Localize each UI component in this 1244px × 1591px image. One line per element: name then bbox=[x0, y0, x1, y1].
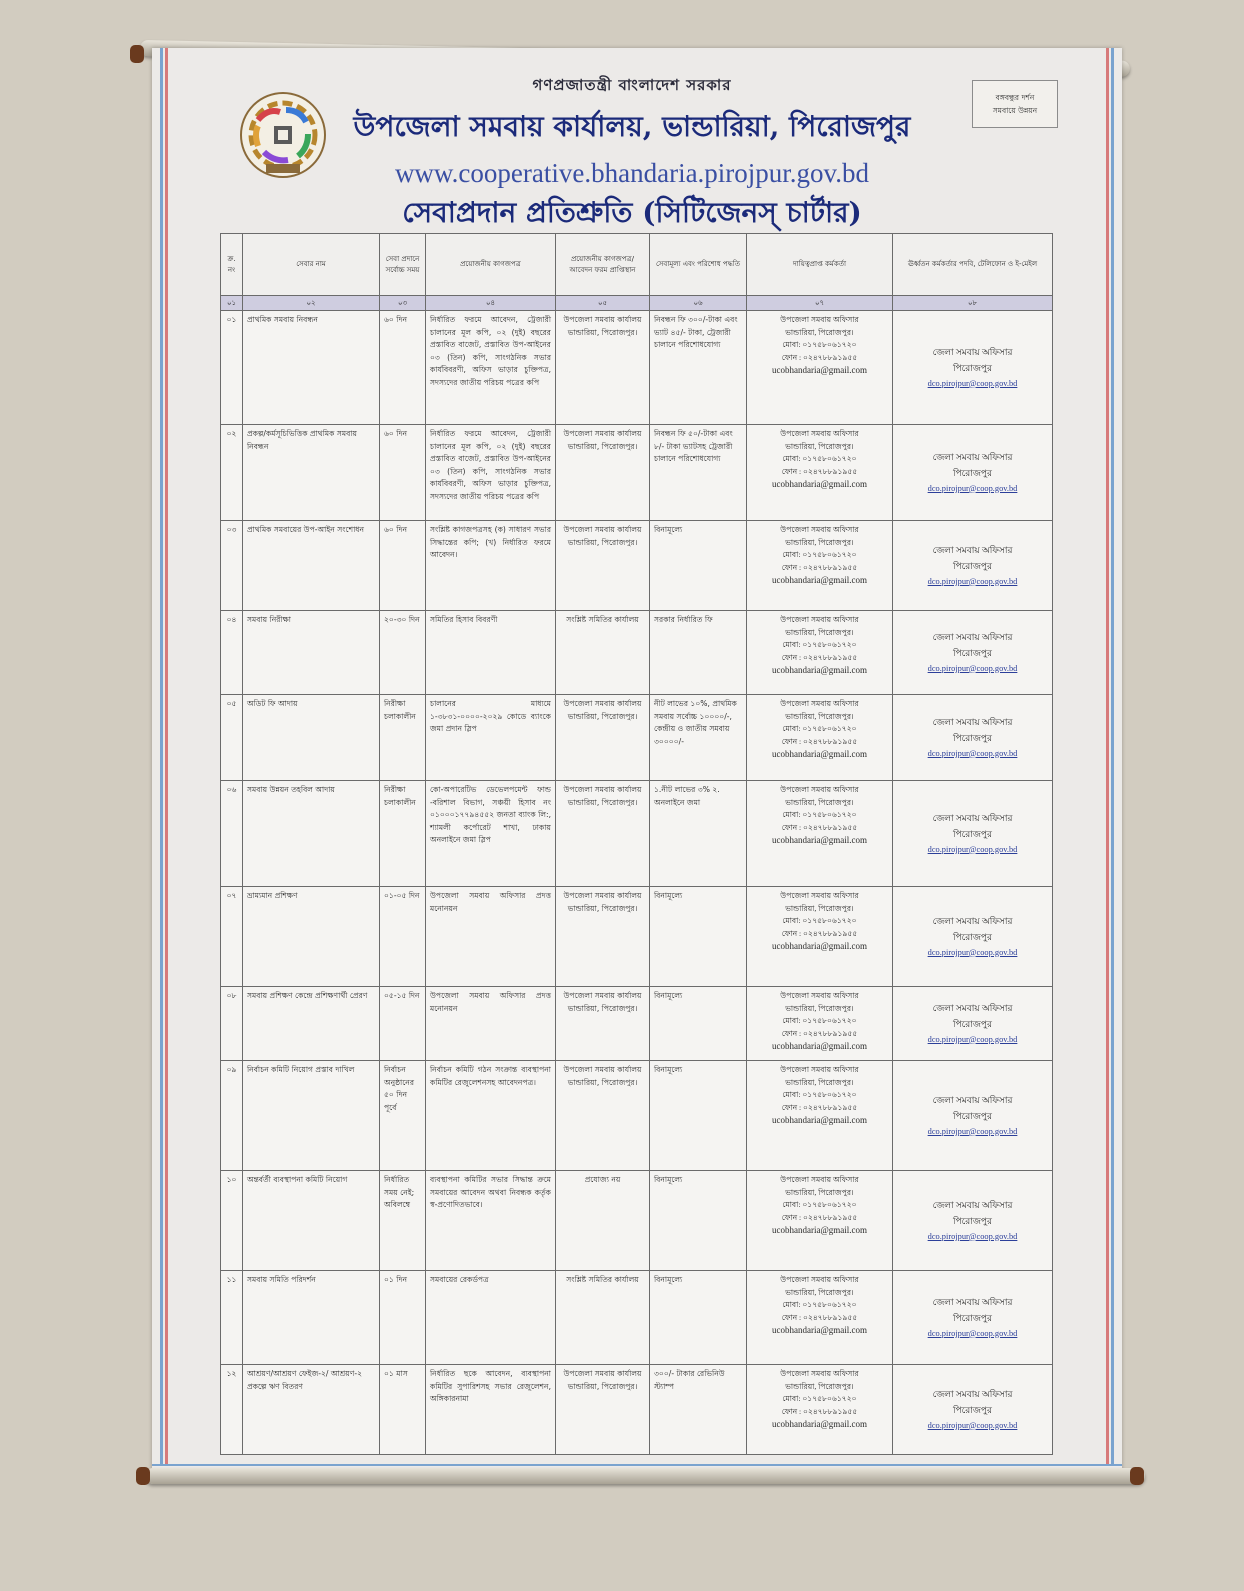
service-time: ২০-৩০ দিন bbox=[380, 611, 426, 695]
superior-email-link[interactable]: dco.pirojpur@coop.gov.bd bbox=[927, 947, 1018, 957]
officer-email: ucobhandaria@gmail.com bbox=[771, 1115, 867, 1125]
superior-officer bbox=[893, 1061, 1053, 1171]
superior-title: জেলা সমবায় অফিসার bbox=[932, 544, 1013, 555]
superior-email-link[interactable]: dco.pirojpur@coop.gov.bd bbox=[927, 663, 1018, 673]
citizen-charter-table bbox=[220, 233, 1053, 1455]
column-number: ০২ bbox=[243, 296, 380, 311]
table-row bbox=[221, 695, 1053, 781]
superior-email-link[interactable]: dco.pirojpur@coop.gov.bd bbox=[927, 576, 1018, 586]
officer-phone: ফোন : ০২৪৭৮৮৯১৯৫৫ bbox=[781, 1102, 858, 1112]
officer-location: ভান্ডারিয়া, পিরোজপুর। bbox=[785, 537, 854, 547]
rod-end-cap bbox=[1130, 1467, 1144, 1485]
service-name: সমবায় প্রশিক্ষণ কেন্দ্রে প্রশিক্ষণার্থী প্রেরণ bbox=[243, 987, 380, 1061]
service-time: নির্ধারিত সময় নেই; অবিলম্বে bbox=[380, 1171, 426, 1271]
service-name: সমবায় নিরীক্ষা bbox=[243, 611, 380, 695]
service-time: ৬০ দিন bbox=[380, 425, 426, 521]
officer-title: উপজেলা সমবায় অফিসার bbox=[780, 991, 859, 1000]
responsible-officer bbox=[747, 521, 893, 611]
table-row bbox=[221, 1061, 1053, 1171]
officer-location: ভান্ডারিয়া, পিরোজপুর। bbox=[785, 1187, 854, 1197]
header-cell: ক্র. নং bbox=[221, 234, 243, 296]
required-documents: সমবায়ের রেকর্ডপত্র bbox=[426, 1271, 556, 1365]
superior-location: পিরোজপুর bbox=[953, 647, 992, 658]
officer-mobile: মোবা: ০১৭৫৮০৬১৭২০ bbox=[782, 550, 857, 559]
table-row bbox=[221, 1365, 1053, 1455]
service-time: ০১ দিন bbox=[380, 1271, 426, 1365]
header-cell: প্রয়োজনীয় কাগজপত্র/ আবেদন ফরম প্রাপ্তিস্থান bbox=[556, 234, 650, 296]
table-header-row bbox=[221, 234, 1053, 296]
officer-phone: ফোন : ০২৪৭৮৮৯১৯৫৫ bbox=[781, 466, 858, 476]
column-number-row bbox=[221, 296, 1053, 311]
officer-phone: ফোন : ০২৪৭৮৮৯১৯৫৫ bbox=[781, 352, 858, 362]
officer-location: ভান্ডারিয়া, পিরোজপুর। bbox=[785, 797, 854, 807]
superior-email-link[interactable]: dco.pirojpur@coop.gov.bd bbox=[927, 748, 1018, 758]
required-documents: সমিতির হিসাব বিবরণী bbox=[426, 611, 556, 695]
table-row bbox=[221, 311, 1053, 425]
badge-line-1: বঙ্গবন্ধুর দর্শন bbox=[995, 93, 1035, 102]
service-name: ভ্রাম্যমান প্রশিক্ষণ bbox=[243, 887, 380, 987]
officer-mobile: মোবা: ০১৭৫৮০৬১৭২০ bbox=[782, 1394, 857, 1403]
responsible-officer bbox=[747, 1271, 893, 1365]
service-fee: সরকার নির্ধারিত ফি bbox=[650, 611, 747, 695]
serial-number: ০১ bbox=[221, 311, 243, 425]
responsible-officer bbox=[747, 1061, 893, 1171]
officer-location: ভান্ডারিয়া, পিরোজপুর। bbox=[785, 327, 854, 337]
serial-number: ১০ bbox=[221, 1171, 243, 1271]
rod-end-cap bbox=[136, 1467, 150, 1485]
serial-number: ১২ bbox=[221, 1365, 243, 1455]
officer-title: উপজেলা সমবায় অফিসার bbox=[780, 315, 859, 324]
table-row bbox=[221, 781, 1053, 887]
service-name: অডিট ফি আদায় bbox=[243, 695, 380, 781]
header-cell: ঊর্ধ্বতন কর্মকর্তার পদবি, টেলিফোন ও ই-মেইল bbox=[893, 234, 1053, 296]
required-documents: উপজেলা সমবায় অফিসার প্রদত্ত মনোনয়ন bbox=[426, 987, 556, 1061]
service-name: প্রাথমিক সমবায় নিবন্ধন bbox=[243, 311, 380, 425]
service-name: প্রকল্প/কর্মসূচিভিত্তিক প্রাথমিক সমবায় নিবন্ধন bbox=[243, 425, 380, 521]
superior-title: জেলা সমবায় অফিসার bbox=[932, 346, 1013, 357]
officer-phone: ফোন : ০২৪৭৮৮৯১৯৫৫ bbox=[781, 1406, 858, 1416]
officer-location: ভান্ডারিয়া, পিরোজপুর। bbox=[785, 1381, 854, 1391]
service-time: নির্বাচন অনুষ্ঠানের ৫০ দিন পূর্বে bbox=[380, 1061, 426, 1171]
superior-title: জেলা সমবায় অফিসার bbox=[932, 631, 1013, 642]
superior-officer bbox=[893, 987, 1053, 1061]
document-source: উপজেলা সমবায় কার্যালয় ভান্ডারিয়া, পিরোজপুর। bbox=[556, 1365, 650, 1455]
officer-phone: ফোন : ০২৪৭৮৮৯১৯৫৫ bbox=[781, 822, 858, 832]
table-body bbox=[221, 311, 1053, 1455]
responsible-officer bbox=[747, 695, 893, 781]
officer-location: ভান্ডারিয়া, পিরোজপুর। bbox=[785, 627, 854, 637]
serial-number: ০৭ bbox=[221, 887, 243, 987]
superior-location: পিরোজপুর bbox=[953, 732, 992, 743]
superior-title: জেলা সমবায় অফিসার bbox=[932, 1094, 1013, 1105]
officer-email: ucobhandaria@gmail.com bbox=[771, 1419, 867, 1429]
officer-location: ভান্ডারিয়া, পিরোজপুর। bbox=[785, 1077, 854, 1087]
badge-line-2: সমবায়ে উন্নয়ন bbox=[992, 106, 1038, 115]
column-number: ০৭ bbox=[747, 296, 893, 311]
serial-number: ০৬ bbox=[221, 781, 243, 887]
superior-location: পিরোজপুর bbox=[953, 931, 992, 942]
table-row bbox=[221, 887, 1053, 987]
required-documents: নির্ধারিত ফরমে আবেদন, ট্রেজারী চালানের মূল কপি, ০২ (দুই) বছরের প্রস্তাবিত বাজেট, প্রস্তাবিত উপ-আইনের ০৩ (তিন) কপি, সাংগঠনিক সভার কার্যবিবরণী, অফিস ভাড়ার চুক্তিপত্র, সদস্যদের জাতীয় পরিচয় পত্রের কপি bbox=[426, 425, 556, 521]
service-fee: বিনামূল্যে bbox=[650, 1061, 747, 1171]
officer-title: উপজেলা সমবায় অফিসার bbox=[780, 525, 859, 534]
header-cell: সেবা প্রদানে সর্বোচ্চ সময় bbox=[380, 234, 426, 296]
service-fee: বিনামূল্যে bbox=[650, 1271, 747, 1365]
service-name: প্রাথমিক সমবায়ের উপ-আইন সংশোধন bbox=[243, 521, 380, 611]
column-number: ০৩ bbox=[380, 296, 426, 311]
right-border-stripe bbox=[1106, 48, 1114, 1476]
superior-officer bbox=[893, 611, 1053, 695]
service-name: আশ্রয়ণ/আশ্রয়ণ ফেইজ-২/ আশ্রয়ণ-২ প্রকল্পে ঋণ বিতরণ bbox=[243, 1365, 380, 1455]
column-number: ০১ bbox=[221, 296, 243, 311]
officer-mobile: মোবা: ০১৭৫৮০৬১৭২০ bbox=[782, 1300, 857, 1309]
superior-title: জেলা সমবায় অফিসার bbox=[932, 915, 1013, 926]
header-cell: প্রয়োজনীয় কাগজপত্র bbox=[426, 234, 556, 296]
officer-phone: ফোন : ০২৪৭৮৮৯১৯৫৫ bbox=[781, 652, 858, 662]
superior-location: পিরোজপুর bbox=[953, 467, 992, 478]
officer-email: ucobhandaria@gmail.com bbox=[771, 479, 867, 489]
service-fee: ৩০০/- টাকার রেভিনিউ স্ট্যাম্প bbox=[650, 1365, 747, 1455]
serial-number: ০৪ bbox=[221, 611, 243, 695]
government-title: গণপ্রজাতন্ত্রী বাংলাদেশ সরকার bbox=[532, 76, 732, 94]
officer-title: উপজেলা সমবায় অফিসার bbox=[780, 785, 859, 794]
superior-officer bbox=[893, 1365, 1053, 1455]
left-border-stripe bbox=[160, 48, 168, 1476]
superior-location: পিরোজপুর bbox=[953, 1018, 992, 1029]
superior-location: পিরোজপুর bbox=[953, 362, 992, 373]
officer-email: ucobhandaria@gmail.com bbox=[771, 1225, 867, 1235]
required-documents: সংশ্লিষ্ট কাগজপত্রসহ (ক) সাধারণ সভার সিদ্ধান্তের কপি; (খ) নির্ধারিত ফরমে আবেদন। bbox=[426, 521, 556, 611]
officer-location: ভান্ডারিয়া, পিরোজপুর। bbox=[785, 1287, 854, 1297]
header-cell: সেবামূল্য এবং পরিশোধ পদ্ধতি bbox=[650, 234, 747, 296]
superior-location: পিরোজপুর bbox=[953, 1312, 992, 1323]
officer-title: উপজেলা সমবায় অফিসার bbox=[780, 1175, 859, 1184]
document-source: উপজেলা সমবায় কার্যালয় ভান্ডারিয়া, পিরোজপুর। bbox=[556, 311, 650, 425]
required-documents: নির্ধারিত ফরমে আবেদন, ট্রেজারী চালানের মূল কপি, ০২ (দুই) বছরের প্রস্তাবিত বাজেট, প্রস্তাবিত উপ-আইনের ০৩ (তিন) কপি, সাংগঠনিক সভার কার্যবিবরণী, অফিস ভাড়ার চুক্তিপত্র, সদস্যদের জাতীয় পরিচয় পত্রের কপি bbox=[426, 311, 556, 425]
service-fee: নিবন্ধন ফি ৩০০/-টাকা এবং ভ্যাট ৪৫/- টাকা, ট্রেজারী চালানে পরিশোধযোগ্য bbox=[650, 311, 747, 425]
service-time: ৬০ দিন bbox=[380, 311, 426, 425]
serial-number: ০৯ bbox=[221, 1061, 243, 1171]
officer-email: ucobhandaria@gmail.com bbox=[771, 835, 867, 845]
officer-title: উপজেলা সমবায় অফিসার bbox=[780, 1369, 859, 1378]
superior-email-link[interactable]: dco.pirojpur@coop.gov.bd bbox=[927, 844, 1018, 854]
required-documents: চালানের মাধ্যমে ১-৩৮৩১-০০০০-২০২৯ কোডে ব্যাংকে জমা প্রদান স্লিপ bbox=[426, 695, 556, 781]
officer-mobile: মোবা: ০১৭৫৮০৬১৭২০ bbox=[782, 810, 857, 819]
office-name: উপজেলা সমবায় কার্যালয়, ভান্ডারিয়া, পিরোজপুর bbox=[353, 110, 911, 143]
superior-officer bbox=[893, 521, 1053, 611]
responsible-officer bbox=[747, 987, 893, 1061]
document-source: উপজেলা সমবায় কার্যালয় ভান্ডারিয়া, পিরোজপুর। bbox=[556, 425, 650, 521]
officer-email: ucobhandaria@gmail.com bbox=[771, 941, 867, 951]
service-time: ০১-০৫ দিন bbox=[380, 887, 426, 987]
required-documents: নির্বাচন কমিটি গঠন সংক্রান্ত ব্যবস্থাপনা কমিটির রেজুলেশনসহ আবেদনপত্র। bbox=[426, 1061, 556, 1171]
document-source: সংশ্লিষ্ট সমিতির কার্যালয় bbox=[556, 611, 650, 695]
officer-phone: ফোন : ০২৪৭৮৮৯১৯৫৫ bbox=[781, 1028, 858, 1038]
bottom-hanging-rod bbox=[145, 1468, 1145, 1484]
superior-title: জেলা সমবায় অফিসার bbox=[932, 1296, 1013, 1307]
superior-location: পিরোজপুর bbox=[953, 560, 992, 571]
superior-email-link[interactable]: dco.pirojpur@coop.gov.bd bbox=[927, 1231, 1018, 1241]
column-number: ০৮ bbox=[893, 296, 1053, 311]
document-source: উপজেলা সমবায় কার্যালয় ভান্ডারিয়া, পিরোজপুর। bbox=[556, 1061, 650, 1171]
superior-title: জেলা সমবায় অফিসার bbox=[932, 716, 1013, 727]
officer-mobile: মোবা: ০১৭৫৮০৬১৭২০ bbox=[782, 1200, 857, 1209]
serial-number: ০৩ bbox=[221, 521, 243, 611]
service-fee: বিনামূল্যে bbox=[650, 1171, 747, 1271]
responsible-officer bbox=[747, 611, 893, 695]
officer-email: ucobhandaria@gmail.com bbox=[771, 665, 867, 675]
superior-title: জেলা সমবায় অফিসার bbox=[932, 1388, 1013, 1399]
responsible-officer bbox=[747, 1171, 893, 1271]
service-time: ০১ মাস bbox=[380, 1365, 426, 1455]
rod-end-cap bbox=[130, 45, 144, 63]
column-number: ০৬ bbox=[650, 296, 747, 311]
officer-phone: ফোন : ০২৪৭৮৮৯১৯৫৫ bbox=[781, 736, 858, 746]
column-number: ০৫ bbox=[556, 296, 650, 311]
officer-email: ucobhandaria@gmail.com bbox=[771, 365, 867, 375]
serial-number: ০৮ bbox=[221, 987, 243, 1061]
officer-mobile: মোবা: ০১৭৫৮০৬১৭২০ bbox=[782, 916, 857, 925]
officer-mobile: মোবা: ০১৭৫৮০৬১৭২০ bbox=[782, 640, 857, 649]
service-fee: বিনামূল্যে bbox=[650, 987, 747, 1061]
header-cell: দায়িত্বপ্রাপ্ত কর্মকর্তা bbox=[747, 234, 893, 296]
responsible-officer bbox=[747, 425, 893, 521]
table-row bbox=[221, 987, 1053, 1061]
service-name: নির্বাচন কমিটি নিয়োগ প্রস্তাব দাখিল bbox=[243, 1061, 380, 1171]
responsible-officer bbox=[747, 781, 893, 887]
superior-officer bbox=[893, 781, 1053, 887]
officer-phone: ফোন : ০২৪৭৮৮৯১৯৫৫ bbox=[781, 1212, 858, 1222]
table-row bbox=[221, 425, 1053, 521]
superior-location: পিরোজপুর bbox=[953, 1215, 992, 1226]
document-source: সংশ্লিষ্ট সমিতির কার্যালয় bbox=[556, 1271, 650, 1365]
officer-mobile: মোবা: ০১৭৫৮০৬১৭২০ bbox=[782, 724, 857, 733]
superior-email-link[interactable]: dco.pirojpur@coop.gov.bd bbox=[927, 378, 1018, 388]
officer-title: উপজেলা সমবায় অফিসার bbox=[780, 615, 859, 624]
charter-title: সেবাপ্রদান প্রতিশ্রুতি (সিটিজেনস্ চার্টার) bbox=[402, 196, 862, 229]
service-time: নিরীক্ষা চলাকালীন bbox=[380, 781, 426, 887]
officer-phone: ফোন : ০২৪৭৮৮৯১৯৫৫ bbox=[781, 928, 858, 938]
service-name: অন্তর্বর্তী ব্যবস্থাপনা কমিটি নিয়োগ bbox=[243, 1171, 380, 1271]
superior-email-link[interactable]: dco.pirojpur@coop.gov.bd bbox=[927, 1034, 1018, 1044]
superior-title: জেলা সমবায় অফিসার bbox=[932, 1199, 1013, 1210]
service-fee: বিনামূল্যে bbox=[650, 521, 747, 611]
officer-email: ucobhandaria@gmail.com bbox=[771, 1041, 867, 1051]
service-fee: নিবন্ধন ফি ৫০/-টাকা এবং ৮/- টাকা ভ্যাটসহ ট্রেজারী চালানে পরিশোধযোগ্য bbox=[650, 425, 747, 521]
document-source: উপজেলা সমবায় কার্যালয় ভান্ডারিয়া, পিরোজপুর। bbox=[556, 521, 650, 611]
service-time: নিরীক্ষা চলাকালীন bbox=[380, 695, 426, 781]
required-documents: নির্ধারিত ছকে আবেদন, ব্যবস্থাপনা কমিটির সুপারিশসহ সভার রেজুলেশন, অঙ্গিকারনামা bbox=[426, 1365, 556, 1455]
officer-title: উপজেলা সমবায় অফিসার bbox=[780, 1065, 859, 1074]
superior-title: জেলা সমবায় অফিসার bbox=[932, 451, 1013, 462]
table-row bbox=[221, 1171, 1053, 1271]
document-source: প্রযোজ্য নয় bbox=[556, 1171, 650, 1271]
officer-location: ভান্ডারিয়া, পিরোজপুর। bbox=[785, 711, 854, 721]
superior-title: জেলা সমবায় অফিসার bbox=[932, 1002, 1013, 1013]
table-row bbox=[221, 521, 1053, 611]
officer-phone: ফোন : ০২৪৭৮৮৯১৯৫৫ bbox=[781, 562, 858, 572]
serial-number: ০২ bbox=[221, 425, 243, 521]
officer-email: ucobhandaria@gmail.com bbox=[771, 749, 867, 759]
column-number: ০৪ bbox=[426, 296, 556, 311]
table-row bbox=[221, 611, 1053, 695]
superior-location: পিরোজপুর bbox=[953, 828, 992, 839]
officer-title: উপজেলা সমবায় অফিসার bbox=[780, 891, 859, 900]
service-name: সমবায় উন্নয়ন তহবিল আদায় bbox=[243, 781, 380, 887]
service-fee: বিনামূল্যে bbox=[650, 887, 747, 987]
required-documents: ব্যবস্থাপনা কমিটির সভার সিদ্ধান্ত ক্রমে সমবায়ের আবেদন অথবা নিবন্ধক কর্তৃক স্ব-প্রণোদিতভাবে। bbox=[426, 1171, 556, 1271]
officer-title: উপজেলা সমবায় অফিসার bbox=[780, 429, 859, 438]
officer-location: ভান্ডারিয়া, পিরোজপুর। bbox=[785, 441, 854, 451]
document-source: উপজেলা সমবায় কার্যালয় ভান্ডারিয়া, পিরোজপুর। bbox=[556, 781, 650, 887]
officer-location: ভান্ডারিয়া, পিরোজপুর। bbox=[785, 903, 854, 913]
service-fee: ১.নীট লাভের ৩% ২. অনলাইনে জমা bbox=[650, 781, 747, 887]
service-time: ০৫-১৫ দিন bbox=[380, 987, 426, 1061]
officer-mobile: মোবা: ০১৭৫৮০৬১৭২০ bbox=[782, 340, 857, 349]
superior-email-link[interactable]: dco.pirojpur@coop.gov.bd bbox=[927, 1328, 1018, 1338]
document-source: উপজেলা সমবায় কার্যালয় ভান্ডারিয়া, পিরোজপুর। bbox=[556, 695, 650, 781]
citizen-charter-poster bbox=[152, 48, 1122, 1476]
superior-location: পিরোজপুর bbox=[953, 1404, 992, 1415]
superior-officer bbox=[893, 1171, 1053, 1271]
superior-officer bbox=[893, 695, 1053, 781]
required-documents: কো-অপারেটিভ ডেভেলপমেন্ট ফান্ড -বরিশাল বিভাগ, সঞ্চয়ী হিসাব নং ০১০০০১৭৭৯৪৫৫২ জনতা ব্যাংক লি:, শ্যামলী কর্পোরেট শাখা, ঢাকায় অনলাইনে জমা স্লিপ bbox=[426, 781, 556, 887]
document-source: উপজেলা সমবায় কার্যালয় ভান্ডারিয়া, পিরোজপুর। bbox=[556, 887, 650, 987]
service-name: সমবায় সমিতি পরিদর্শন bbox=[243, 1271, 380, 1365]
superior-officer bbox=[893, 887, 1053, 987]
cooperative-emblem-logo bbox=[238, 90, 328, 180]
responsible-officer bbox=[747, 311, 893, 425]
superior-officer bbox=[893, 311, 1053, 425]
officer-title: উপজেলা সমবায় অফিসার bbox=[780, 1275, 859, 1284]
officer-mobile: মোবা: ০১৭৫৮০৬১৭২০ bbox=[782, 1016, 857, 1025]
officer-phone: ফোন : ০২৪৭৮৮৯১৯৫৫ bbox=[781, 1312, 858, 1322]
table-row bbox=[221, 1271, 1053, 1365]
superior-location: পিরোজপুর bbox=[953, 1110, 992, 1121]
officer-location: ভান্ডারিয়া, পিরোজপুর। bbox=[785, 1003, 854, 1013]
document-source: উপজেলা সমবায় কার্যালয় ভান্ডারিয়া, পিরোজপুর। bbox=[556, 987, 650, 1061]
required-documents: উপজেলা সমবায় অফিসার প্রদত্ত মনোনয়ন bbox=[426, 887, 556, 987]
responsible-officer bbox=[747, 887, 893, 987]
officer-email: ucobhandaria@gmail.com bbox=[771, 1325, 867, 1335]
header-cell: সেবার নাম bbox=[243, 234, 380, 296]
superior-email-link[interactable]: dco.pirojpur@coop.gov.bd bbox=[927, 1126, 1018, 1136]
superior-officer bbox=[893, 1271, 1053, 1365]
slogan-badge bbox=[972, 80, 1058, 128]
serial-number: ১১ bbox=[221, 1271, 243, 1365]
service-time: ৬০ দিন bbox=[380, 521, 426, 611]
poster-header bbox=[352, 74, 912, 238]
officer-mobile: মোবা: ০১৭৫৮০৬১৭২০ bbox=[782, 454, 857, 463]
service-fee: নীট লাভের ১০%, প্রাথমিক সমবায় সর্বোচ্চ ১০০০০/-, কেন্দ্রীয় ও জাতীয় সমবায় ৩০০০০/- bbox=[650, 695, 747, 781]
superior-email-link[interactable]: dco.pirojpur@coop.gov.bd bbox=[927, 483, 1018, 493]
officer-email: ucobhandaria@gmail.com bbox=[771, 575, 867, 585]
officer-mobile: মোবা: ০১৭৫৮০৬১৭২০ bbox=[782, 1090, 857, 1099]
website-url: www.cooperative.bhandaria.pirojpur.gov.bd bbox=[394, 158, 870, 188]
serial-number: ০৫ bbox=[221, 695, 243, 781]
superior-officer bbox=[893, 425, 1053, 521]
superior-title: জেলা সমবায় অফিসার bbox=[932, 812, 1013, 823]
responsible-officer bbox=[747, 1365, 893, 1455]
superior-email-link[interactable]: dco.pirojpur@coop.gov.bd bbox=[927, 1420, 1018, 1430]
officer-title: উপজেলা সমবায় অফিসার bbox=[780, 699, 859, 708]
